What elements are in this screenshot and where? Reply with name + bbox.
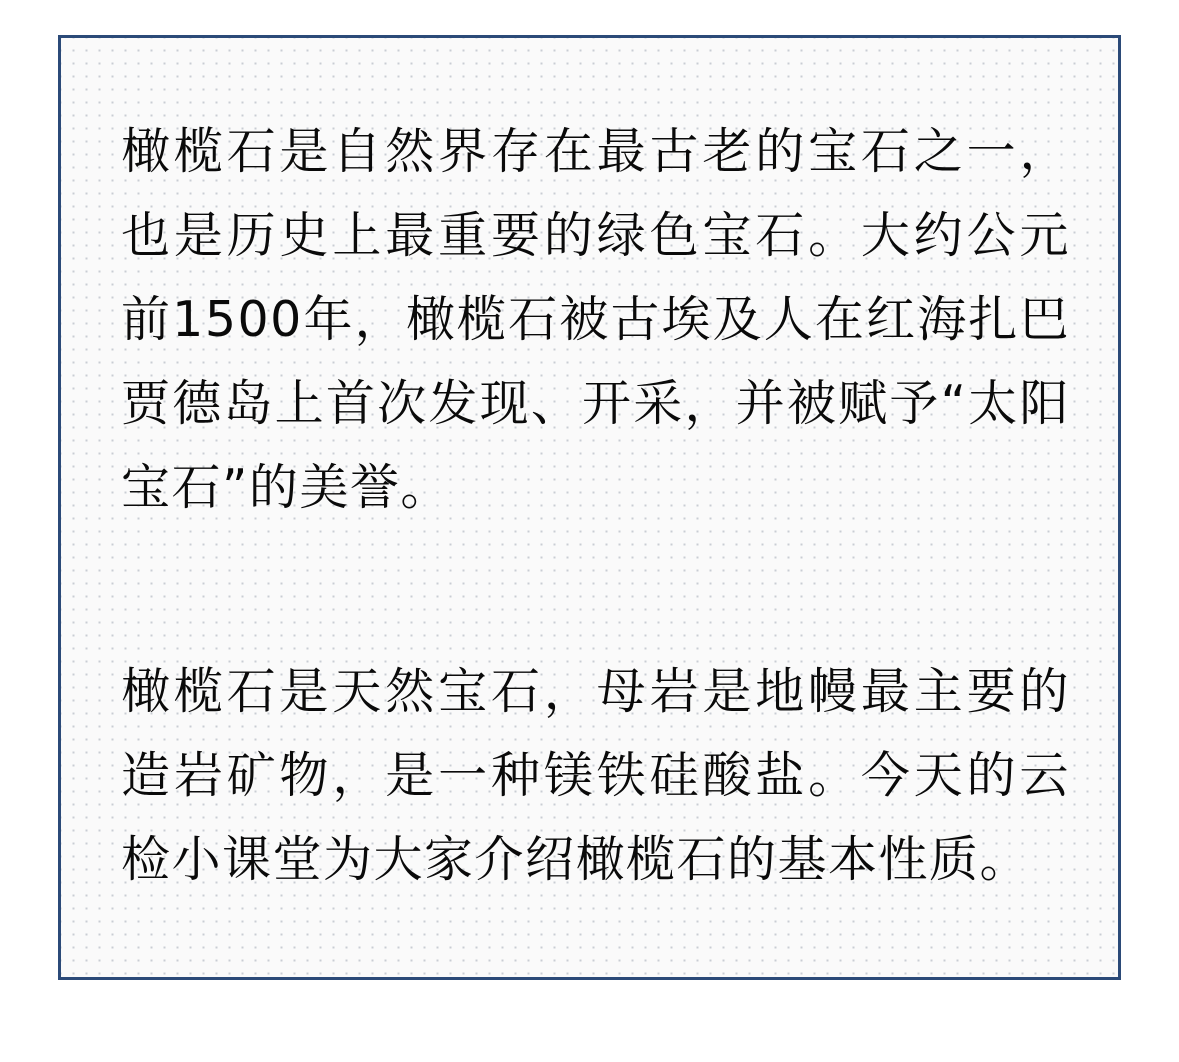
paragraph-2: 橄榄石是天然宝石，母岩是地幔最主要的造岩矿物，是一种镁铁硅酸盐。今天的云检小课堂为大家介绍橄榄石的基本性质。 (121, 663, 1070, 888)
paragraph-1: 橄榄石是自然界存在最古老的宝石之一，也是历史上最重要的绿色宝石。大约公元前1500年，橄榄石被古埃及人在红海扎巴贾德岛上首次发现、开采，并被赋予“太阳宝石”的美誉。 (121, 123, 1070, 516)
paragraph-spacer (121, 530, 1070, 650)
card-content (121, 110, 1070, 902)
text-card (58, 35, 1121, 980)
